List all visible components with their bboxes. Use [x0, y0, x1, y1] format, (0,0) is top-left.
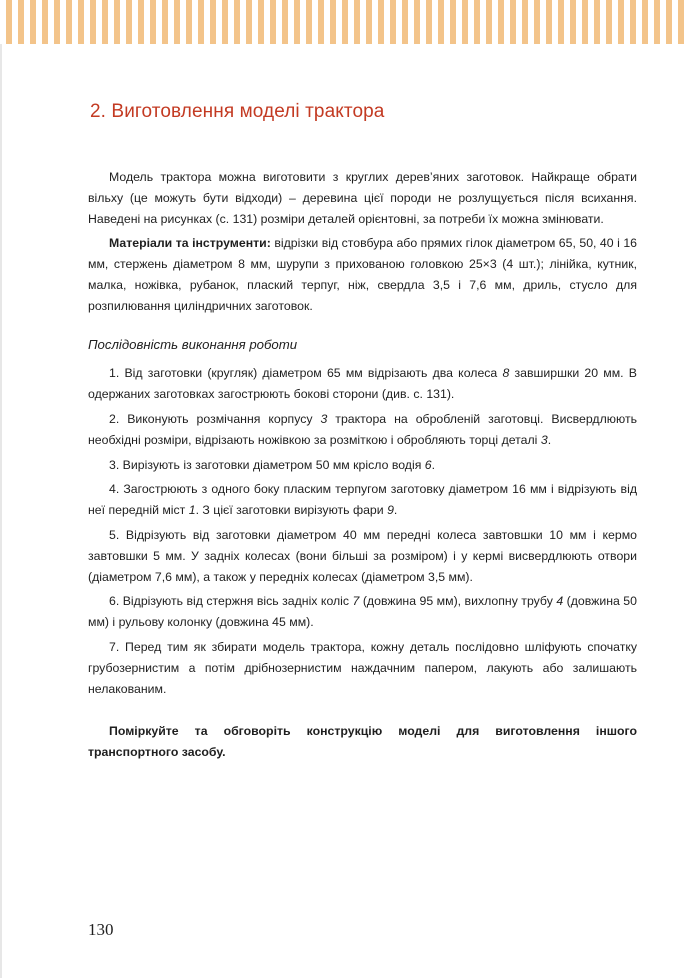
- step-3: [88, 455, 637, 476]
- step-3-text-2: .: [431, 457, 436, 472]
- step-4-text: 4. Загострюють з одного боку пласким терпугом заготовку діаметром 16 мм і відрізують від неї передній міст: [88, 482, 637, 518]
- materials-paragraph: [88, 233, 637, 316]
- step-2-text: 2. Виконують розмічання корпусу: [109, 411, 321, 426]
- step-7: [88, 637, 637, 699]
- step-6-text-2: (довжина 95 мм), вихлопну трубу: [359, 594, 557, 609]
- page-title: 2. Виготовлення моделі трактора: [90, 101, 385, 122]
- page-left-rule: [0, 44, 2, 978]
- step-6-ref: 7: [352, 594, 360, 609]
- step-4-text-2: . З цієї заготовки вирізують фари: [195, 503, 388, 518]
- page-content: [88, 167, 637, 767]
- step-2-text-2: трактора на обробленій заготовці. Висвердлюють необхідні розміри, відрізають ножівкою за розміткою і обробляють торці деталі: [88, 411, 637, 447]
- step-6: [88, 591, 637, 633]
- sequence-heading: Послідовність виконання роботи: [88, 336, 298, 352]
- materials-text: відрізки від стовбура або прямих гілок діаметром 65, 50, 40 і 16 мм, стержень діаметром 8 мм, шурупи з прихованою головкою 25×3 (4 шт.); лінійка, кутник, малка, ножівка, рубанок, плаский терпуг, ніж, свердла 3,5 і 7,6 мм, дриль, стусло для розпилювання циліндричних заготовок.: [88, 236, 637, 313]
- intro-paragraph: Модель трактора можна виготовити з круглих дерев’яних заготовок. Найкраще обрати вільху (це можуть бути відходи) – деревина цієї породи не розлущується після всихання. Наведені на рисунках (с. 131) розміри деталей орієнтовні, за потреби їх можна змінювати.: [88, 170, 637, 226]
- discussion-question: Поміркуйте та обговоріть конструкцію моделі для виготовлення іншого транспортного засобу.: [88, 724, 637, 760]
- step-5: [88, 525, 637, 587]
- step-1-ref: 8: [502, 366, 510, 381]
- step-4-ref-2: 9: [387, 503, 394, 518]
- step-4-text-3: .: [393, 503, 398, 518]
- step-4: [88, 479, 637, 521]
- step-7-text: 7. Перед тим як збирати модель трактора, кожну деталь послідовно шліфують спочатку грубозернистим а потім дрібнозернистим наждачним папером, лакують або залишають нелакованим.: [88, 639, 637, 696]
- step-1: [88, 363, 637, 405]
- step-2-text-3: .: [547, 432, 552, 447]
- step-6-text-3: (довжина 50 мм) і рульову колонку (довжина 45 мм).: [88, 594, 637, 630]
- step-1-text: 1. Від заготовки (кругляк) діаметром 65 мм відрізають два колеса: [109, 366, 503, 381]
- step-6-ref-2: 4: [556, 594, 564, 609]
- step-1-text-2: завширшки 20 мм. В одержаних заготовках загострюють бокові сторони (див. с. 131).: [88, 366, 637, 402]
- step-3-text: 3. Вирізують із заготовки діаметром 50 мм крісло водія: [109, 457, 425, 472]
- decorative-header-stripes: [0, 0, 690, 44]
- step-5-text: 5. Відрізують від заготовки діаметром 40 мм передні колеса завтовшки 10 мм і кермо завтовшки 5 мм. У задніх колесах (вони більші за розміром) і у кермі висвердлюють отвори (діаметром 7,6 мм), а також у передніх колесах (діаметром 3,5 мм).: [88, 527, 637, 584]
- step-2: [88, 409, 637, 451]
- step-3-ref: 6: [424, 457, 432, 472]
- materials-label: Матеріали та інструменти:: [109, 236, 271, 251]
- step-4-ref: 1: [188, 503, 196, 518]
- step-2-ref-2: 3: [540, 432, 548, 447]
- step-6-text: 6. Відрізують від стержня вісь задніх коліс: [109, 594, 353, 609]
- step-2-ref: 3: [320, 411, 328, 426]
- page-number: 130: [88, 920, 114, 939]
